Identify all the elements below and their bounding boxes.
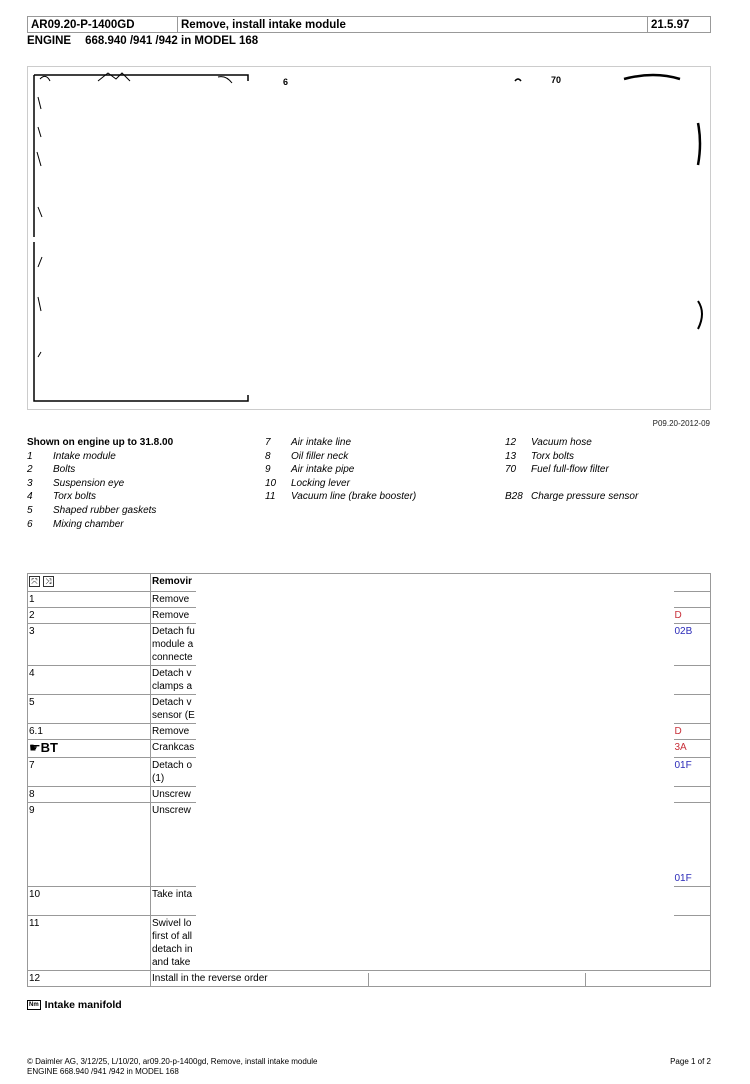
legend-item (27, 518, 173, 532)
legend-item (265, 490, 416, 504)
legend-item (505, 477, 638, 491)
step-reference-link (674, 916, 711, 971)
expand-collapse-icons[interactable] (28, 574, 151, 592)
collapse-icon[interactable]: ⤨ (43, 576, 54, 587)
step-number (28, 803, 151, 887)
step-reference-link (674, 971, 711, 987)
step-reference-link (674, 787, 711, 803)
legend-text: Locking lever (291, 477, 350, 489)
legend-item (27, 450, 173, 464)
step-number (28, 592, 151, 608)
step-text: Detach v clamps a (151, 666, 674, 695)
step-reference-link (674, 666, 711, 695)
legend-text: Vacuum hose (531, 437, 592, 448)
footer-line-1: © Daimler AG, 3/12/25, L/10/20, ar09.20-p-1400gd, Remove, install intake module (27, 1057, 318, 1066)
legend-number: 9 (265, 464, 271, 476)
column-divider (585, 973, 586, 986)
legend-number: 70 (505, 464, 517, 476)
legend-number: 6 (27, 518, 33, 530)
legend-text: Charge pressure sensor (531, 491, 639, 503)
torque-label: Intake manifold (44, 999, 122, 1011)
legend-number: B28 (505, 491, 523, 503)
step-label: 4 (29, 668, 35, 679)
legend-item (27, 477, 173, 491)
legend-item (265, 463, 416, 477)
legend-item (505, 463, 638, 477)
step-number (28, 624, 151, 666)
legend-item (505, 490, 638, 504)
callout-70: 70 (551, 75, 562, 85)
step-label: 6.1 (29, 726, 43, 737)
step-text: Take inta (151, 887, 674, 916)
footer-line-2: ENGINE 668.940 /941 /942 in MODEL 168 (27, 1067, 179, 1076)
step-reference-link[interactable]: 02B (674, 624, 711, 666)
step-label: 8 (29, 789, 35, 800)
legend-number: 13 (505, 450, 517, 462)
engine-subheader (27, 35, 272, 47)
legend-number: 10 (265, 477, 277, 489)
step-label: 5 (29, 697, 35, 708)
engine-illustration (27, 66, 711, 410)
legend-number: 2 (27, 464, 33, 476)
page-number: Page 1 of 2 (670, 1057, 711, 1066)
step-label: 11 (29, 918, 40, 929)
footer (27, 1057, 318, 1077)
legend-item (27, 490, 173, 504)
step-label: 12 (29, 973, 41, 984)
step-number (28, 787, 151, 803)
step-text: Detach fu module a connecte (151, 624, 674, 666)
step-reference-link[interactable]: D (674, 724, 711, 740)
legend-text: Shaped rubber gaskets (53, 504, 157, 516)
legend-col-1 (27, 436, 173, 531)
legend-text: Mixing chamber (53, 518, 124, 530)
step-text: Crankcas (151, 740, 674, 758)
legend-item (265, 477, 416, 491)
step-text: Install in the reverse order (151, 971, 674, 987)
legend-text: Suspension eye (53, 477, 125, 489)
table-row (28, 971, 711, 987)
bt-label: BT (40, 740, 58, 755)
legend-item (265, 436, 416, 450)
legend-item (27, 504, 173, 518)
step-reference-link (674, 592, 711, 608)
step-text: Remove (151, 724, 674, 740)
legend-title: Shown on engine up to 31.8.00 (27, 437, 174, 448)
step-label: 10 (29, 889, 41, 900)
legend-item (27, 463, 173, 477)
legend-item (265, 450, 416, 464)
step-number (28, 666, 151, 695)
legend-text: Vacuum line (brake booster) (291, 491, 417, 503)
legend-text: Air intake pipe (291, 464, 355, 476)
step-number (28, 887, 151, 916)
step-number (28, 608, 151, 624)
step-text: Unscrew (151, 787, 674, 803)
legend-number: 8 (265, 450, 271, 462)
step-number (28, 916, 151, 971)
step-number (28, 695, 151, 724)
legend-number: 4 (27, 491, 33, 503)
document-date: 21.5.97 (651, 19, 690, 31)
legend-text: Air intake line (291, 437, 352, 448)
legend-text: Oil filler neck (291, 450, 349, 462)
torque-icon: Nm (29, 1002, 39, 1008)
step-label: 1 (29, 594, 35, 605)
document-header (27, 16, 711, 33)
illustration-drawing (28, 67, 712, 411)
step-reference-link[interactable]: D (674, 608, 711, 624)
step-label: 9 (29, 805, 35, 816)
step-label: 2 (29, 610, 35, 621)
header-ref-cell (674, 574, 711, 592)
step-number (28, 724, 151, 740)
expand-icon[interactable]: ⤧ (29, 576, 40, 587)
legend-number: 11 (265, 491, 276, 503)
legend-col-2 (265, 436, 416, 504)
step-label: 7 (29, 760, 35, 771)
step-text: Unscrew (151, 803, 674, 887)
engine-spec: 668.940 /941 /942 in MODEL 168 (85, 35, 259, 47)
column-divider (368, 973, 369, 986)
legend-col-3 (505, 436, 638, 504)
step-text: Detach v sensor (E (151, 695, 674, 724)
document-id: AR09.20-P-1400GD (28, 17, 178, 32)
legend-item (505, 436, 638, 450)
step-text: Detach o (1) (151, 758, 674, 787)
legend-text: Torx bolts (53, 491, 96, 503)
step-reference-link (674, 695, 711, 724)
step-label: 3 (29, 626, 35, 637)
step-reference-link (674, 887, 711, 916)
step-reference-link[interactable]: 01F (674, 758, 711, 787)
step-reference-link[interactable]: 3A (674, 740, 711, 758)
legend-number (505, 477, 531, 491)
document-title: Remove, install intake module (178, 17, 648, 32)
step-number (28, 740, 151, 758)
legend-number: 12 (505, 437, 517, 448)
legend-number: 1 (27, 450, 33, 462)
step-number (28, 971, 151, 987)
steps-header: Removir (151, 574, 674, 592)
step-number (28, 758, 151, 787)
step-text: Swivel lo first of all detach in and take (151, 916, 674, 971)
pointing-hand-icon: ☛ (29, 740, 41, 755)
torque-reference[interactable] (27, 999, 122, 1011)
legend-text: Fuel full-flow filter (531, 464, 609, 476)
legend-item (505, 450, 638, 464)
legend-text: Bolts (53, 464, 76, 476)
legend-text: Intake module (53, 450, 116, 462)
figure-reference: P09.20-2012-09 (652, 419, 710, 428)
step-text: Remove (151, 608, 674, 624)
legend-number: 7 (265, 437, 271, 448)
legend-number: 3 (27, 477, 33, 489)
callout-6: 6 (283, 77, 289, 87)
step-text: Remove (151, 592, 674, 608)
content-mask (196, 574, 674, 970)
legend-number: 5 (27, 504, 33, 516)
legend-text: Torx bolts (531, 450, 574, 462)
engine-label: ENGINE (27, 35, 72, 47)
step-reference-link[interactable]: 01F (674, 803, 711, 887)
